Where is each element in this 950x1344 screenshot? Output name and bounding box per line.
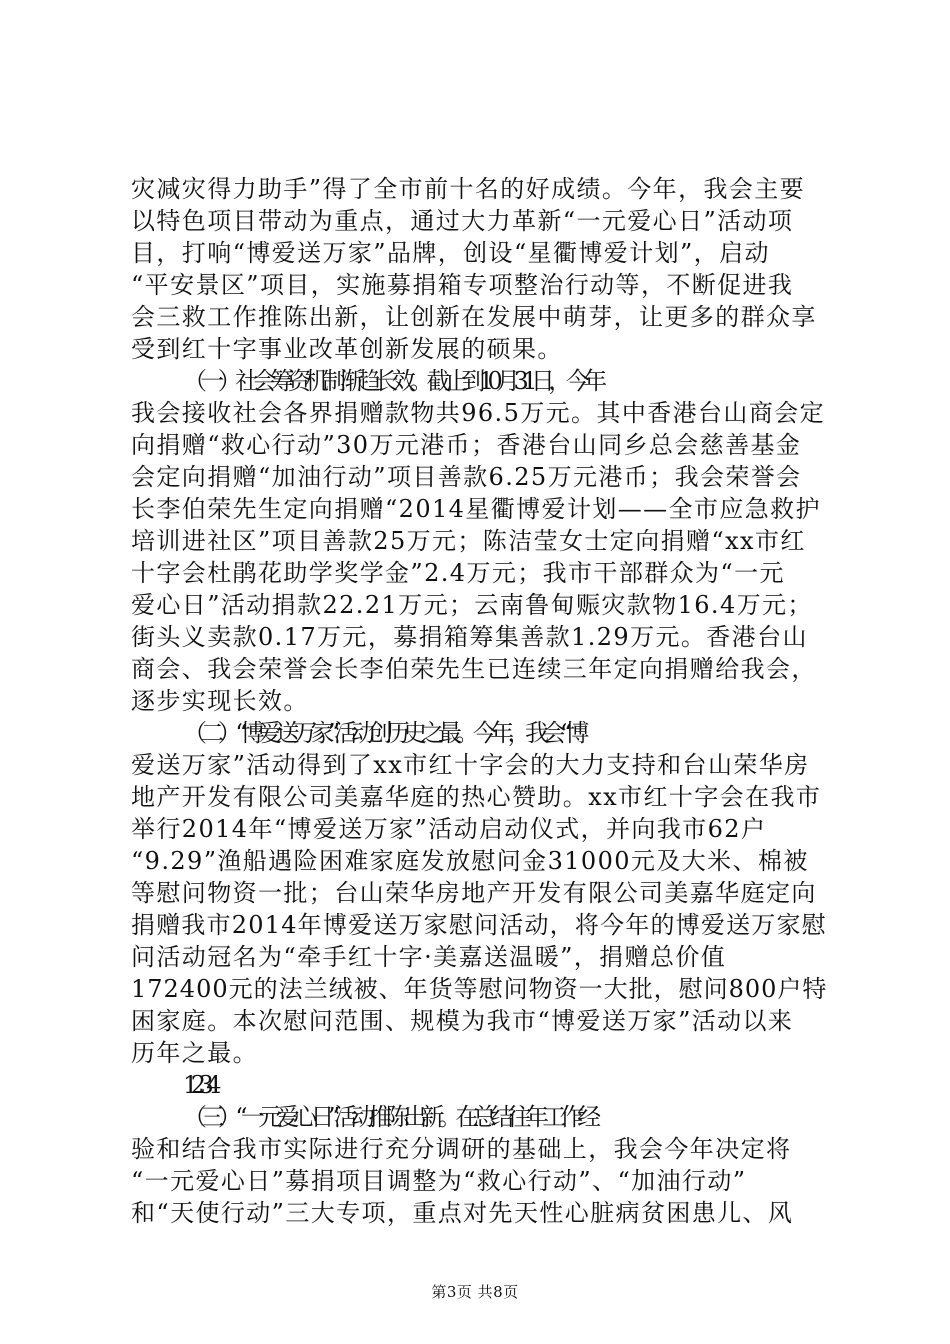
body-line: 受到红十字事业改革创新发展的硕果。 [131,335,563,363]
body-line: “平安景区”项目，实施募捐箱专项整治行动等，不断促进我 [131,271,794,299]
body-line: 等慰问物资一批；台山荣华房地产开发有限公司美嘉华庭定向 [131,879,817,907]
page-number: 第3页 共8页 [431,1283,519,1301]
paragraph-heading-line: （二）“博爱送万家”活动创历史之最。今年，我会“博 [183,719,583,747]
body-line: 172400元的法兰绒被、年货等慰问物资一大批，慰问800户特 [131,975,828,1003]
body-line: 逐步实现长效。 [131,687,309,715]
body-line: 爱心日”活动捐款22.21万元；云南鲁甸赈灾款物16.4万元； [131,591,813,619]
body-line: 商会、我会荣誉会长李伯荣先生已连续三年定向捐赠给我会， [131,655,817,683]
body-line: 历年之最。 [131,1039,258,1067]
body-line: 问活动冠名为“牵手红十字·美嘉送温暖”，捐赠总价值 [131,943,727,971]
body-line: 培训进社区”项目善款25万元；陈洁莹女士定向捐赠“xx市红 [131,527,806,555]
body-line: 街头义卖款0.17万元，募捐箱筹集善款1.29万元。香港台山 [131,623,808,651]
body-line: 以特色项目带动为重点，通过大力革新“一元爱心日”活动项 [131,207,794,235]
body-line: 地产开发有限公司美嘉华庭的热心赞助。xx市红十字会在我市 [131,783,822,811]
body-line: 困家庭。本次慰问范围、规模为我市“博爱送万家”活动以来 [131,1007,794,1035]
body-line: 灾减灾得力助手”得了全市前十名的好成绩。今年，我会主要 [131,175,806,203]
body-line: 爱送万家”活动得到了xx市红十字会的大力支持和台山荣华房 [131,751,810,779]
paragraph-heading-line: （三）“一元爱心日”活动推陈出新。在总结往年工作经 [183,1103,595,1131]
body-line: 举行2014年“博爱送万家”活动启动仪式，并向我市62户 [131,815,767,843]
body-line: 我会接收社会各界捐赠款物共96.5万元。其中香港台山商会定 [131,399,826,427]
body-line: 和“天使行动”三大专项，重点对先天性心脏病贫困患儿、风 [131,1199,794,1227]
body-line: 十字会杜鹃花助学奖学金”2.4万元；我市干部群众为“一元 [131,559,785,587]
body-line: 目，打响“博爱送万家”品牌，创设“星衢博爱计划”，启动 [131,239,770,267]
body-line: 会三救工作推陈出新，让创新在发展中萌芽，让更多的群众享 [131,303,817,331]
body-line: “9.29”渔船遇险困难家庭发放慰问金31000元及大米、棉被 [131,847,809,875]
body-line: 会定向捐赠“加油行动”项目善款6.25万元港币；我会荣誉会 [131,463,802,491]
paragraph-heading-line: （一）社会筹资机制渐趋长效。截止到10月31日，今年 [183,367,601,395]
body-line: 向捐赠“救心行动”30万元港币；香港台山同乡总会慈善基金 [131,431,802,459]
inline-number: 1234 [183,1071,215,1099]
body-line: “一元爱心日”募捐项目调整为“救心行动”、“加油行动” [131,1167,747,1195]
body-line: 长李伯荣先生定向捐赠“2014星衢博爱计划——全市应急救护 [131,495,821,523]
body-line: 捐赠我市2014年博爱送万家慰问活动，将今年的博爱送万家慰 [131,911,827,939]
body-line: 验和结合我市实际进行充分调研的基础上，我会今年决定将 [131,1135,792,1163]
